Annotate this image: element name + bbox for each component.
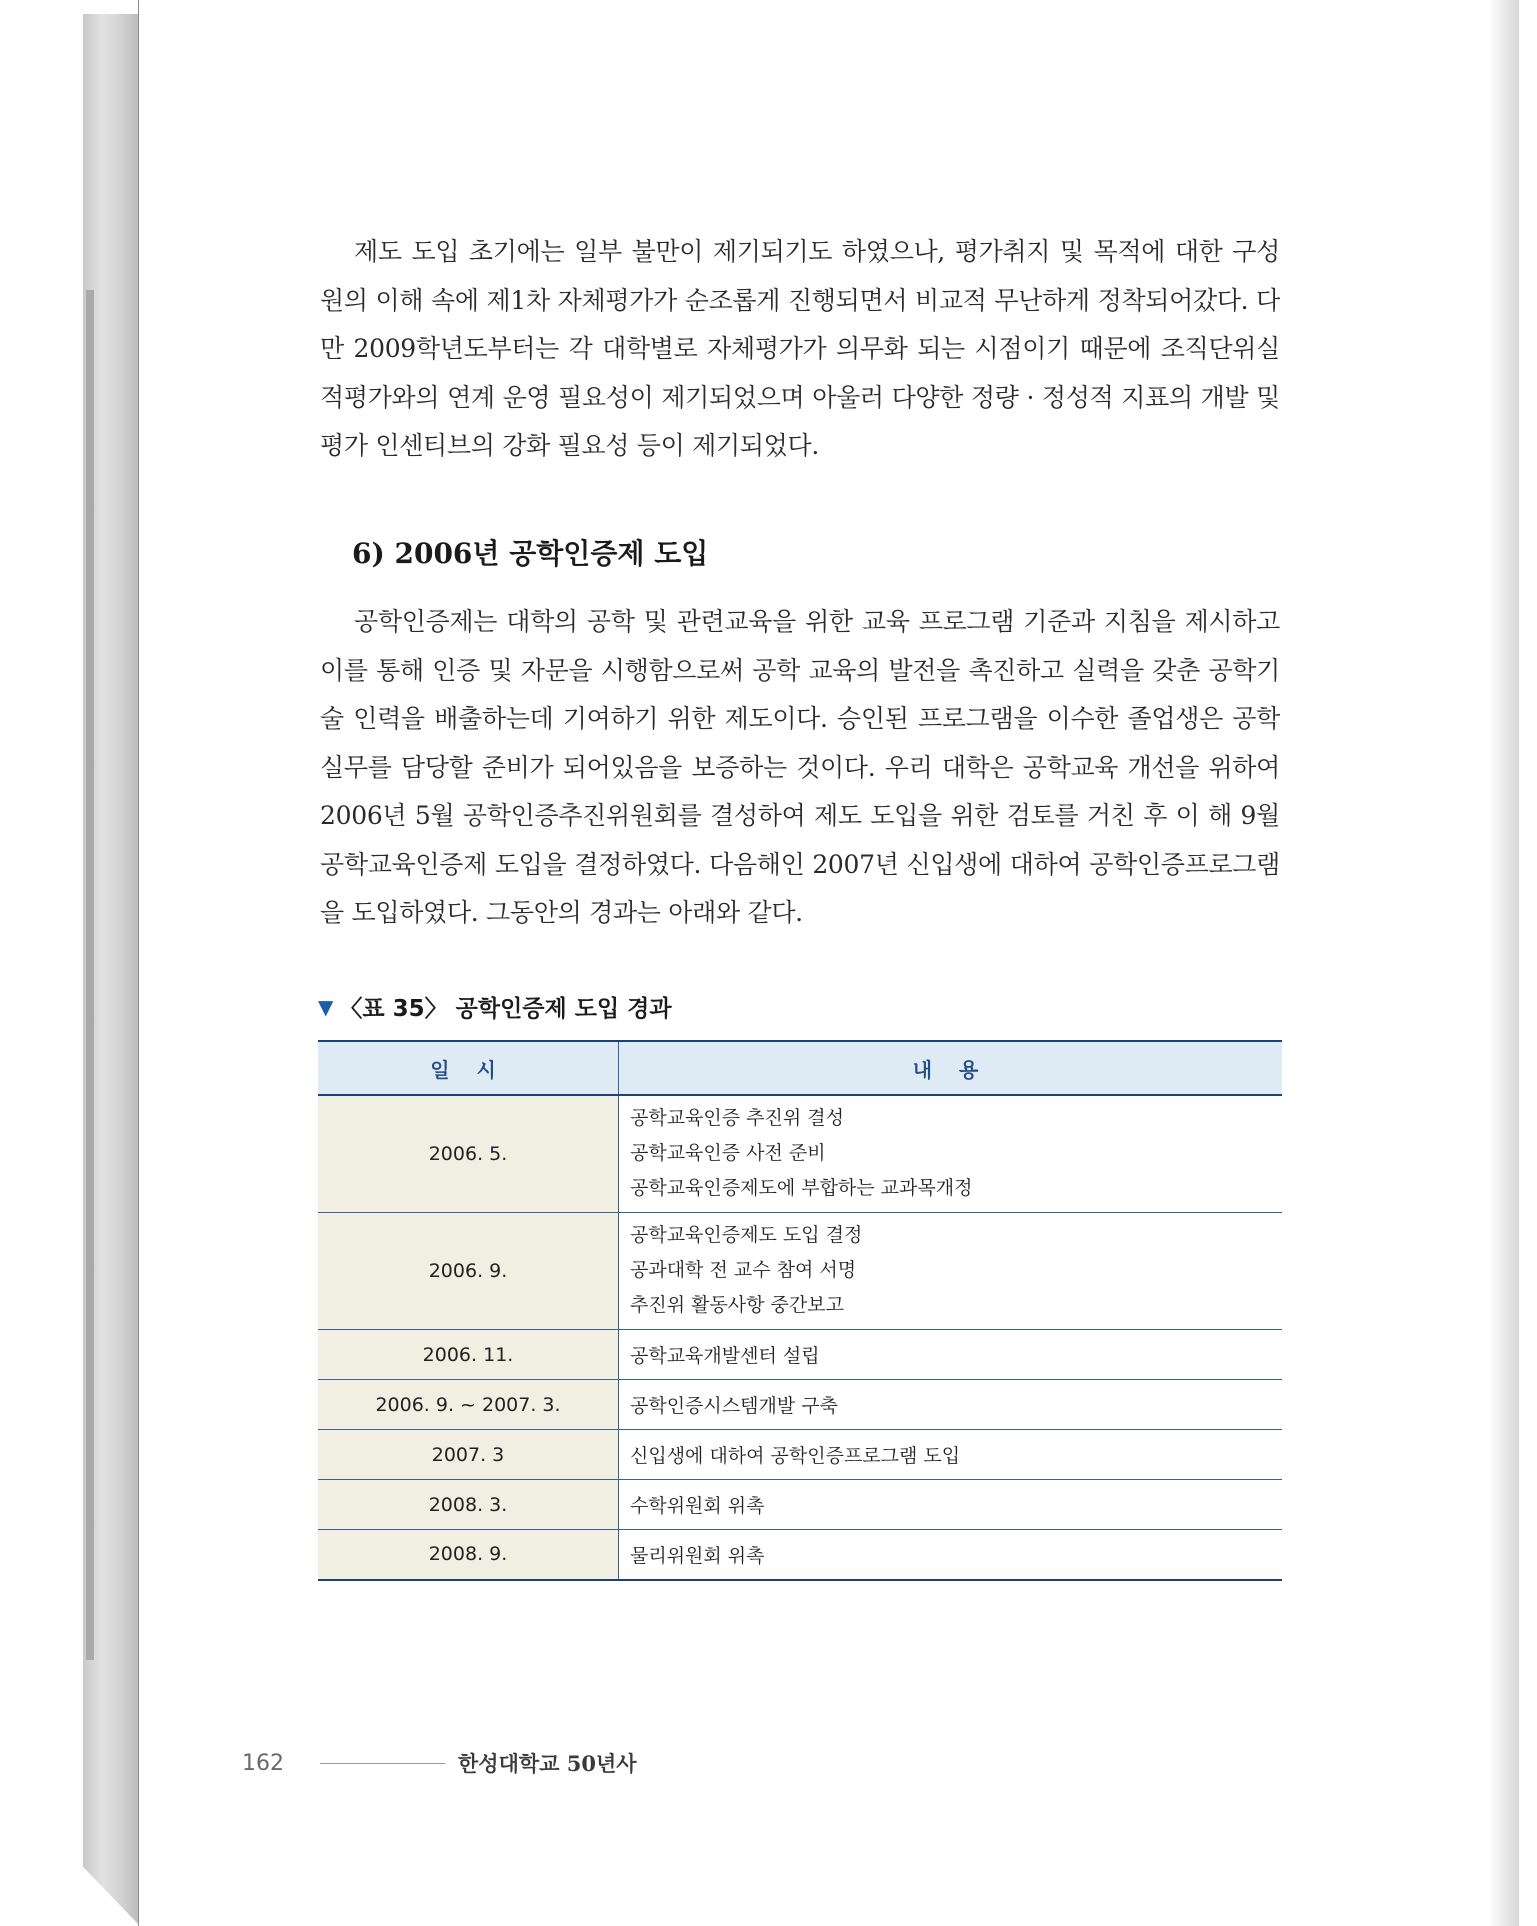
- content-line: 추진위 활동사항 중간보고: [630, 1294, 844, 1316]
- row-date: 2008. 3.: [318, 1480, 619, 1530]
- row-date: 2006. 5.: [318, 1095, 619, 1213]
- header-date: 일 시: [318, 1041, 619, 1095]
- timeline-table: [318, 1040, 1282, 1581]
- table-header-row: [318, 1041, 1282, 1095]
- table-row: [318, 1330, 1282, 1380]
- row-content: 공학교육개발센터 설립: [619, 1330, 1283, 1380]
- table-caption-text: 〈표 35〉 공학인증제 도입 경과: [339, 996, 672, 1022]
- section-heading: 6) 2006년 공학인증제 도입: [352, 537, 709, 570]
- page-number: 162: [242, 1750, 284, 1776]
- row-content: [619, 1095, 1283, 1213]
- row-content: 수학위원회 위촉: [619, 1480, 1283, 1530]
- spine-edge: [86, 290, 94, 1660]
- table-row: [318, 1530, 1282, 1580]
- row-content: 신입생에 대하여 공학인증프로그램 도입: [619, 1430, 1283, 1480]
- page-edge-shadow: [1489, 0, 1519, 1926]
- table-row: [318, 1430, 1282, 1480]
- header-content: 내 용: [619, 1041, 1283, 1095]
- row-date: 2006. 9.: [318, 1213, 619, 1330]
- row-content: 공학인증시스템개발 구축: [619, 1380, 1283, 1430]
- body-paragraph-2: 공학인증제는 대학의 공학 및 관련교육을 위한 교육 프로그램 기준과 지침을 제시하고 이를 통해 인증 및 자문을 시행함으로써 공학 교육의 발전을 촉진하고 실력을 갖춘 공학기술 인력을 배출하는데 기여하기 위한 제도이다. 승인된 프로그램을 이수한 졸업생은 공학실무를 담당할 준비가 되어있음을 보증하는 것이다. 우리 대학은 공학교육 개선을 위하여 2006년 5월 공학인증추진위원회를 결성하여 제도 도입을 위한 검토를 거친 후 이 해 9월 공학교육인증제 도입을 결정하였다. 다음해인 2007년 신입생에 대하여 공학인증프로그램을 도입하였다. 그동안의 경과는 아래와 같다.: [320, 607, 1280, 927]
- content-line: 공학교육인증 추진위 결성: [630, 1107, 844, 1129]
- triangle-down-icon: ▼: [318, 994, 334, 1019]
- table-caption: [318, 990, 672, 1023]
- row-content: [619, 1213, 1283, 1330]
- content-line: 공학교육인증제도에 부합하는 교과목개정: [630, 1177, 973, 1199]
- body-paragraph-1: 제도 도입 초기에는 일부 불만이 제기되기도 하였으나, 평가취지 및 목적에 대한 구성원의 이해 속에 제1차 자체평가가 순조롭게 진행되면서 비교적 무난하게 정착되어갔다. 다만 2009학년도부터는 각 대학별로 자체평가가 의무화 되는 시점이기 때문에 조직단위실적평가와의 연계 운영 필요성이 제기되었으며 아울러 다양한 정량 · 정성적 지표의 개발 및 평가 인센티브의 강화 필요성 등이 제기되었다.: [320, 237, 1280, 460]
- row-date: 2006. 9. ~ 2007. 3.: [318, 1380, 619, 1430]
- row-content: 물리위원회 위촉: [619, 1530, 1283, 1580]
- footer-divider: [320, 1763, 445, 1764]
- table-row: [318, 1480, 1282, 1530]
- table-row: [318, 1380, 1282, 1430]
- content-line: 공학교육인증 사전 준비: [630, 1142, 826, 1164]
- content-line: 공과대학 전 교수 참여 서명: [630, 1259, 857, 1281]
- table-row: [318, 1213, 1282, 1330]
- running-title: 한성대학교 50년사: [458, 1751, 637, 1776]
- row-date: 2008. 9.: [318, 1530, 619, 1580]
- row-date: 2007. 3: [318, 1430, 619, 1480]
- content-line: 공학교육인증제도 도입 결정: [630, 1224, 863, 1246]
- row-date: 2006. 11.: [318, 1330, 619, 1380]
- table-row: [318, 1095, 1282, 1213]
- page-footer: [242, 1748, 637, 1778]
